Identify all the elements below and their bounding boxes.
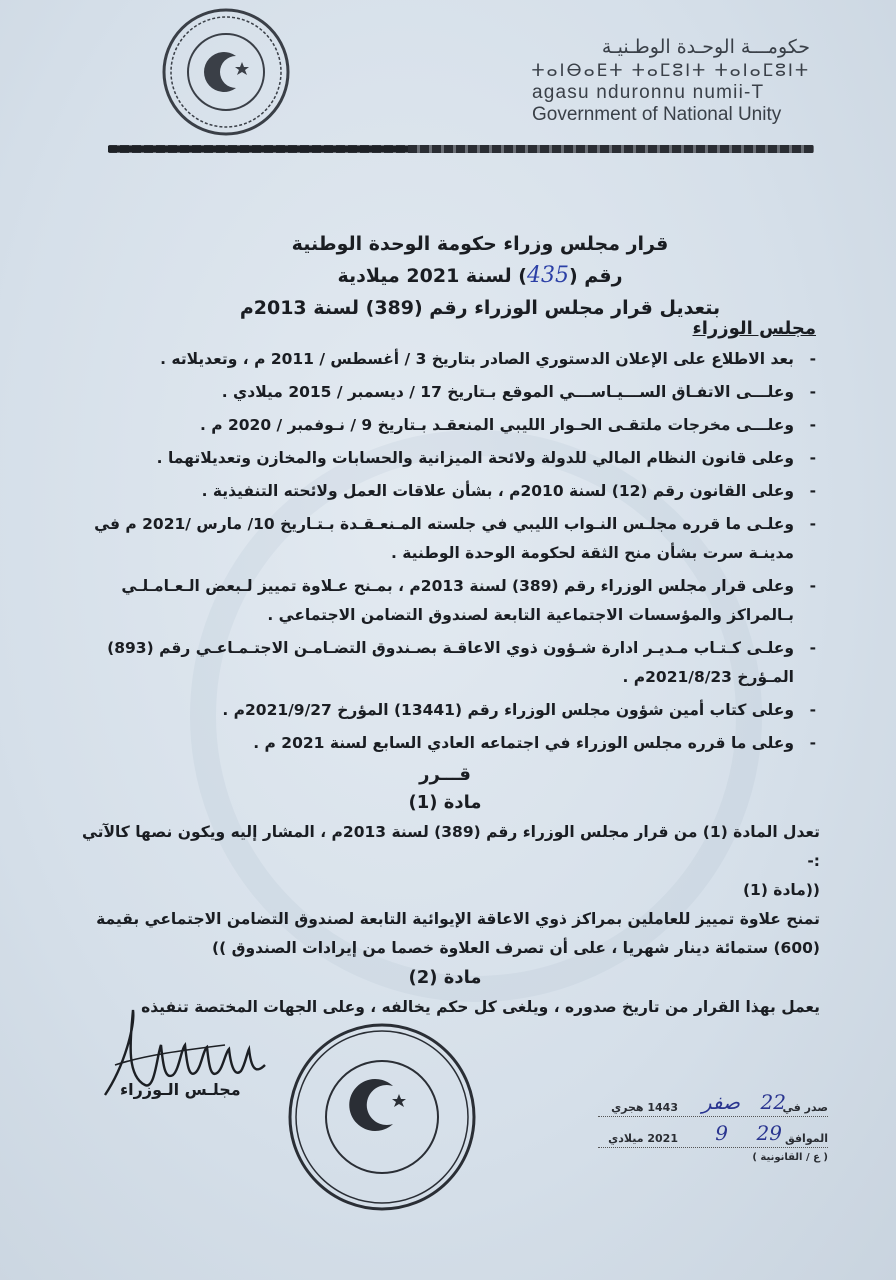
article-1-quote-heading: ((مادة (1) [742, 881, 820, 899]
gov-name-amazigh-latin: agasu nduronnu numii-T [532, 82, 765, 103]
corr-year: 2021 ميلادي [608, 1132, 678, 1145]
government-heading [520, 36, 810, 126]
article-1-text: تعدل المادة (1) من قرار مجلس الوزراء رقم (389) لسنة 2013م ، المشار إليه ويكون نصها كالآتي :- [81, 823, 820, 870]
issued-day: 22 [760, 1090, 786, 1114]
gov-name-english: Government of National Unity [532, 104, 782, 125]
issued-year: 1443 هجري [611, 1101, 678, 1114]
decided-heading: قـــرر [419, 764, 471, 785]
article-1-heading: مادة (1) [408, 792, 482, 813]
reference-note: ( ع / القانونية ) [752, 1152, 828, 1163]
gov-name-arabic: حكومـــة الوحـدة الوطـنيـة [601, 36, 810, 58]
corr-day: 29 [756, 1121, 782, 1145]
official-stamp-icon [285, 1020, 480, 1215]
decision-body [70, 318, 820, 1022]
recital-item: - وعلى قانون النظام المالي للدولة ولائحة الميزانية والحسابات والمخازن وتعديلاتهما . [70, 444, 820, 473]
article-2-heading: مادة (2) [408, 967, 482, 988]
issued-row [598, 1090, 828, 1117]
gov-name-tifinagh: ⵜⴰⵏⴱⴰⴹⵜ ⵜⴰⵎⵓⵏⵜ ⵜⴰⵏⴰⵎⵓⵏⵜ [531, 61, 810, 81]
recital-item: - وعلـــى الاتفـاق الســـيـاســـي الموقع بـتاريخ 17 / ديسمبر / 2015 ميلادي . [70, 378, 820, 407]
recital-item: - وعلـــى مخرجات ملتقـى الحـوار الليبي المنعقـد بـتاريخ 9 / نـوفمبر / 2020 م . [70, 411, 820, 440]
decision-number: 435 [526, 263, 569, 288]
recital-item: - وعلـى كـتـاب مـديـر ادارة شـؤون ذوي الاعاقـة بصـندوق التضـامـن الاجتـمـاعـي رقم (893) المـؤرخ 2021/8/23م . [70, 634, 820, 692]
signatory-label: مجلـس الـوزراء [120, 1080, 241, 1099]
title-line-1: قرار مجلس وزراء حكومة الوحدة الوطنية [291, 233, 669, 255]
recital-item: - وعلى قرار مجلس الوزراء رقم (389) لسنة 2013م ، بمـنح عـلاوة تمييز لـبعض الـعـامـلـي بـالمراكز والمؤسسات الاجتماعية التابعة لصندوق التضامن الاجتماعي . [70, 572, 820, 630]
article-2-text: يعمل بهذا القرار من تاريخ صدوره ، ويلغى كل حكم يخالفه ، وعلى الجهات المختصة تنفيذه [141, 998, 820, 1016]
title-line-2 [120, 260, 840, 292]
recital-item: - وعلى كتاب أمين شؤون مجلس الوزراء رقم (13441) المؤرخ 2021/9/27م . [70, 696, 820, 725]
corresponding-row [598, 1121, 828, 1148]
corresponding-label: الموافق [784, 1132, 828, 1145]
decision-title [120, 228, 840, 324]
recitals-list [70, 345, 820, 758]
recital-item: - وعلى ما قرره مجلس الوزراء في اجتماعه العادي السابع لسنة 2021 م . [70, 729, 820, 758]
title-number-prefix: رقم ( [568, 265, 623, 287]
issue-date-block [598, 1090, 828, 1163]
issued-month: صفر [701, 1090, 740, 1114]
issued-label: صدر في [782, 1101, 828, 1114]
recital-item: - بعد الاطلاع على الإعلان الدستوري الصادر بتاريخ 3 / أغسطس / 2011 م ، وتعديلاته . [70, 345, 820, 374]
council-heading: مجلس الوزراء [692, 318, 816, 339]
libya-emblem-icon [160, 6, 292, 138]
recital-item: - وعلـى ما قرره مجلـس النـواب الليبي في جلسته المـنعـقـدة بـتـاريخ 10/ مارس /2021 م في مدينـة سرت بشأن منح الثقة لحكومة الوحدة الوطنية . [70, 510, 820, 568]
article-1-quote-text: تمنح علاوة تمييز للعاملين بمراكز ذوي الاعاقة الإيوائية التابعة لصندوق التضامن الاجتماعي بقيمة (600) ستمائة دينار شهريا ، على أن تصرف العلاوة خصما من إيرادات الصندوق )) [96, 910, 820, 957]
recital-item: - وعلى القانون رقم (12) لسنة 2010م ، بشأن علاقات العمل ولائحته التنفيذية . [70, 477, 820, 506]
title-number-suffix: ) لسنة 2021 ميلادية [337, 265, 527, 287]
title-line-3: بتعديل قرار مجلس الوزراء رقم (389) لسنة 2013م [239, 297, 721, 319]
corr-month: 9 [715, 1121, 728, 1145]
header-divider-solid [108, 146, 408, 152]
